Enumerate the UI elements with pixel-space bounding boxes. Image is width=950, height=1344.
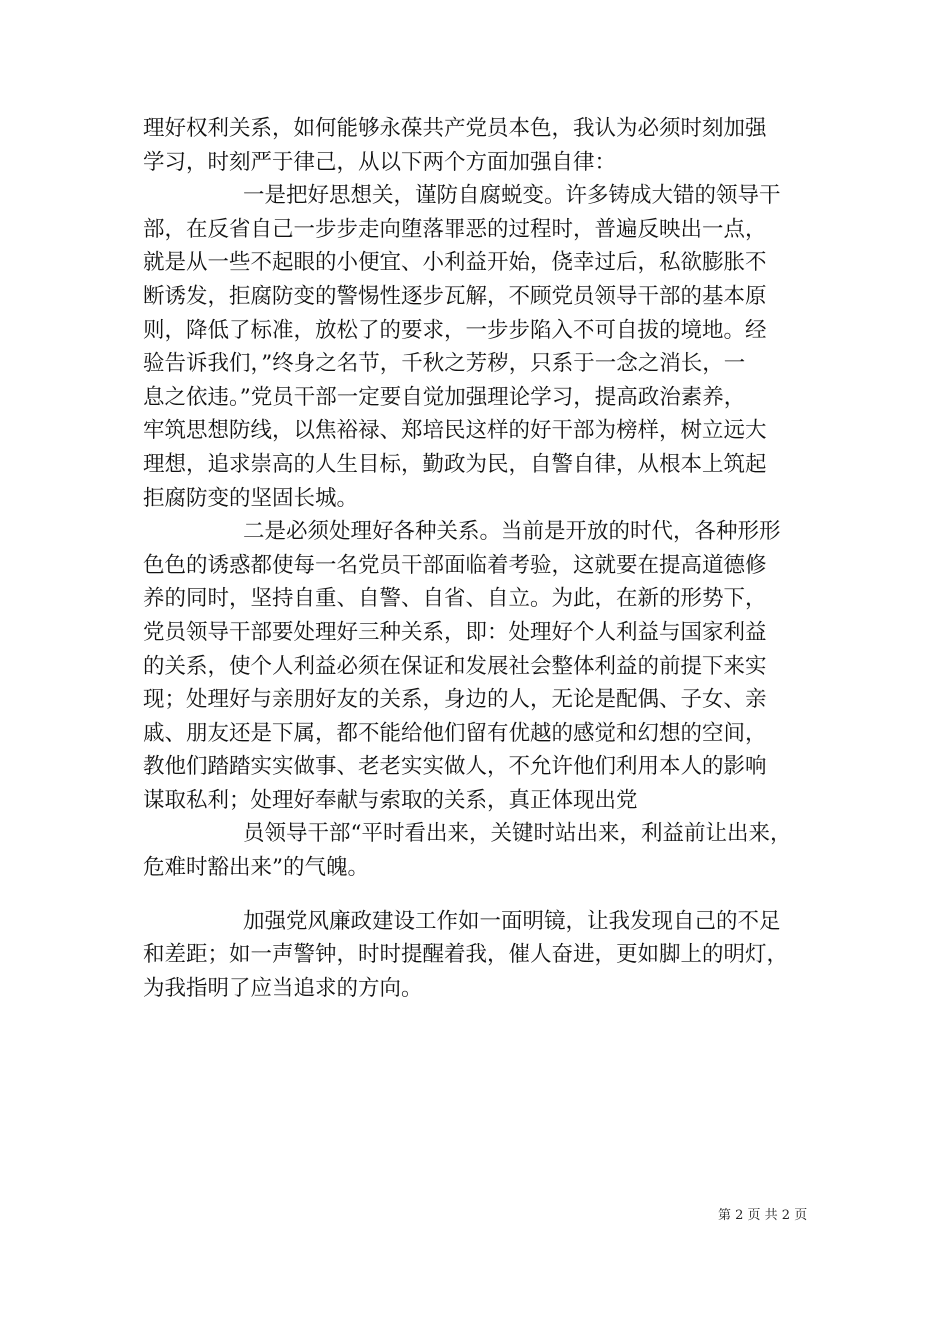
- document-body: [143, 112, 813, 1005]
- text-line: 息之依违。”党员干部一定要自觉加强理论学习，提高政治素养，: [143, 384, 746, 410]
- text-line: 理好权利关系，如何能够永葆共产党员本色，我认为必须时刻加强: [143, 116, 767, 141]
- text-line: 党员领导干部要处理好三种关系，即：处理好个人利益与国家利益: [143, 619, 767, 645]
- paragraph-first-line: 加强党风廉政建设工作如一面明镜，让我发现自己的不足: [243, 908, 781, 934]
- paragraph-first-line: 二是必须处理好各种关系。当前是开放的时代，各种形形: [243, 519, 781, 545]
- text-line: 学习，时刻严于律己，从以下两个方面加强自律：: [143, 149, 617, 175]
- text-line: 就是从一些不起眼的小便宜、小利益开始，侥幸过后，私欲膨胀不: [143, 250, 767, 276]
- text-line: 断诱发，拒腐防变的警惕性逐步瓦解，不顾党员领导干部的基本原: [143, 283, 767, 309]
- text-line: 谋取私利；处理好奉献与索取的关系，真正体现出党: [143, 787, 638, 813]
- text-line: 危难时豁出来”的气魄。: [143, 855, 369, 881]
- text-line: 为我指明了应当追求的方向。: [143, 975, 423, 1001]
- page-number-footer: 第 2 页 共 2 页: [718, 1208, 808, 1223]
- text-line: 色色的诱惑都使每一名党员干部面临着考验，这就要在提高道德修: [143, 552, 767, 578]
- text-line: 牢筑思想防线，以焦裕禄、郑培民这样的好干部为榜样，树立远大: [143, 418, 767, 444]
- paragraph-first-line: 员领导干部“平时看出来，关键时站出来，利益前让出来，: [243, 821, 792, 847]
- text-line: 戚、朋友还是下属，都不能给他们留有优越的感觉和幻想的空间，: [143, 720, 767, 746]
- text-line: 部，在反省自己一步步走向堕落罪恶的过程时，普遍反映出一点，: [143, 216, 767, 242]
- text-line: 理想，追求崇高的人生目标，勤政为民，自警自律，从根本上筑起: [143, 451, 767, 477]
- text-line: 拒腐防变的坚固长城。: [143, 485, 359, 511]
- text-line: 的关系，使个人利益必须在保证和发展社会整体利益的前提下来实: [143, 653, 767, 679]
- text-line: 现；处理好与亲朋好友的关系，身边的人，无论是配偶、子女、亲: [143, 687, 767, 713]
- paragraph-gap: [143, 885, 813, 905]
- text-line: 养的同时，坚持自重、自警、自省、自立。为此，在新的形势下，: [143, 586, 767, 612]
- text-line: 和差距；如一声警钟，时时提醒着我，催人奋进，更如脚上的明灯，: [143, 942, 789, 968]
- paragraph-first-line: 一是把好思想关，谨防自腐蜕变。许多铸成大错的领导干: [243, 183, 781, 209]
- text-line: 则，降低了标准，放松了的要求，一步步陷入不可自拔的境地。经: [143, 317, 767, 343]
- text-line: 验告诉我们，”终身之名节，千秋之芳秽，只系于一念之消长，一: [143, 351, 746, 377]
- text-line: 教他们踏踏实实做事、老老实实做人，不允许他们利用本人的影响: [143, 754, 767, 780]
